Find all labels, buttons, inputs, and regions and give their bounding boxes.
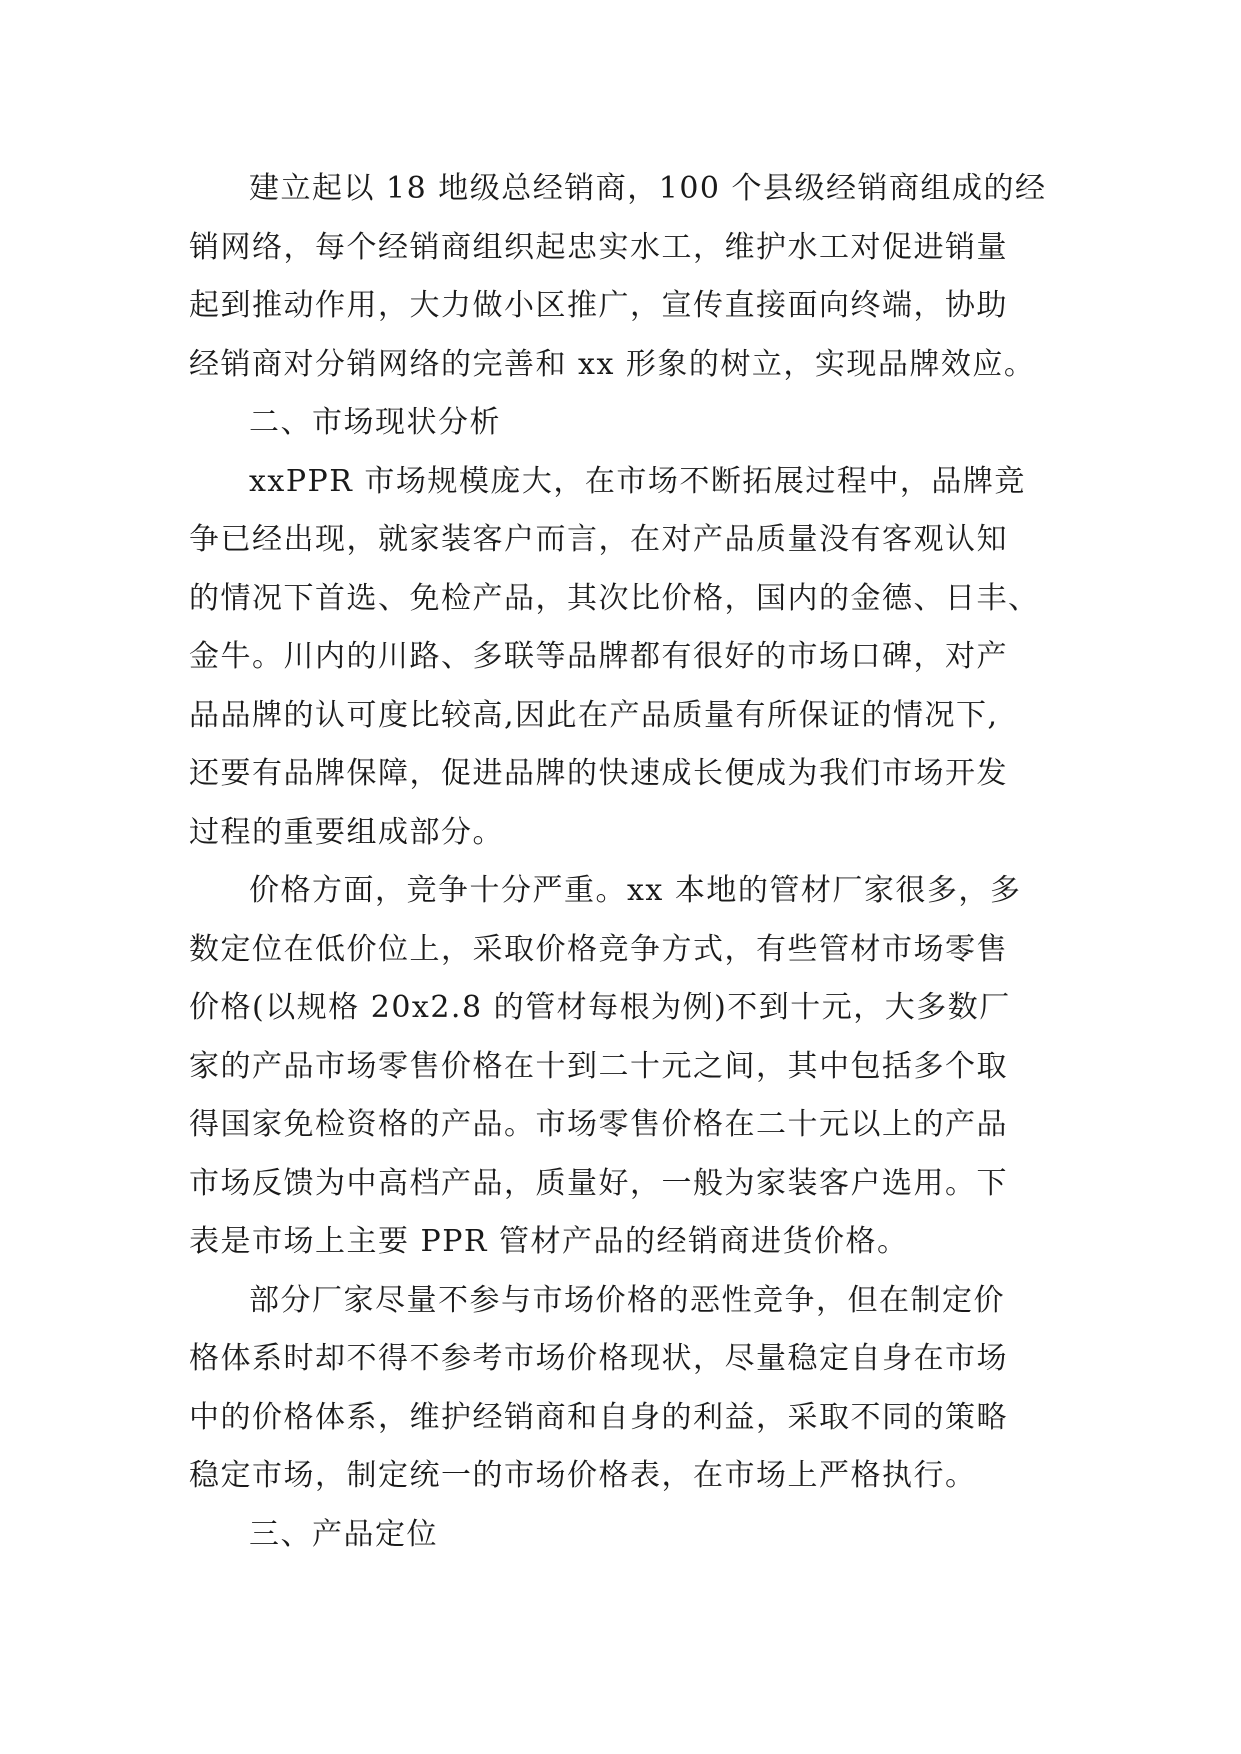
text-line: 还要有品牌保障，促进品牌的快速成长便成为我们市场开发 xyxy=(189,756,1008,791)
text-line: 的情况下首选、免检产品，其次比价格，国内的金德、日丰、 xyxy=(189,580,1040,616)
text-line: xxPPR 市场规模庞大，在市场不断拓展过程中，品牌竞 xyxy=(249,463,1026,499)
text-line: 中的价格体系，维护经销商和自身的利益，采取不同的策略 xyxy=(189,1399,1008,1435)
text-line: 稳定市场，制定统一的市场价格表，在市场上严格执行。 xyxy=(189,1458,977,1493)
text-line: 家的产品市场零售价格在十到二十元之间，其中包括多个取 xyxy=(189,1048,1008,1084)
paragraph-distribution-network xyxy=(189,160,1065,394)
document-page xyxy=(189,160,1065,1564)
text-line: 争已经出现，就家装客户而言，在对产品质量没有客观认知 xyxy=(189,522,1008,557)
text-line: 市场反馈为中高档产品，质量好，一般为家装客户选用。下 xyxy=(189,1165,1008,1201)
text-line: 建立起以 18 地级总经销商，100 个县级经销商组成的经 xyxy=(249,171,1047,206)
text-line: 价格(以规格 20x2.8 的管材每根为例)不到十元，大多数厂 xyxy=(189,990,1011,1025)
text-line: 起到推动作用，大力做小区推广，宣传直接面向终端，协助 xyxy=(189,288,1008,323)
text-line: 表是市场上主要 PPR 管材产品的经销商进货价格。 xyxy=(189,1224,909,1259)
paragraph-price-system xyxy=(189,1272,1065,1506)
paragraph-price-competition xyxy=(189,862,1065,1272)
paragraph-market-scale xyxy=(189,453,1065,863)
text-line: 数定位在低价位上，采取价格竞争方式，有些管材市场零售 xyxy=(189,931,1008,967)
text-line: 金牛。川内的川路、多联等品牌都有很好的市场口碑，对产 xyxy=(189,639,1008,674)
text-line: 得国家免检资格的产品。市场零售价格在二十元以上的产品 xyxy=(189,1107,1008,1142)
text-line: 部分厂家尽量不参与市场价格的恶性竞争，但在制定价 xyxy=(249,1282,1005,1318)
text-line: 品品牌的认可度比较高,因此在产品质量有所保证的情况下, xyxy=(189,697,999,733)
text-line: 经销商对分销网络的完善和 xx 形象的树立，实现品牌效应。 xyxy=(189,346,1036,382)
text-line: 销网络，每个经销商组织起忠实水工，维护水工对促进销量 xyxy=(189,229,1008,265)
section-heading-product-positioning: 三、产品定位 xyxy=(249,1516,438,1552)
text-line: 格体系时却不得不参考市场价格现状，尽量稳定自身在市场 xyxy=(189,1341,1008,1376)
section-heading-market-analysis: 二、市场现状分析 xyxy=(249,405,501,440)
text-line: 价格方面，竞争十分严重。xx 本地的管材厂家很多，多 xyxy=(249,873,1022,908)
text-line: 过程的重要组成部分。 xyxy=(189,814,504,850)
